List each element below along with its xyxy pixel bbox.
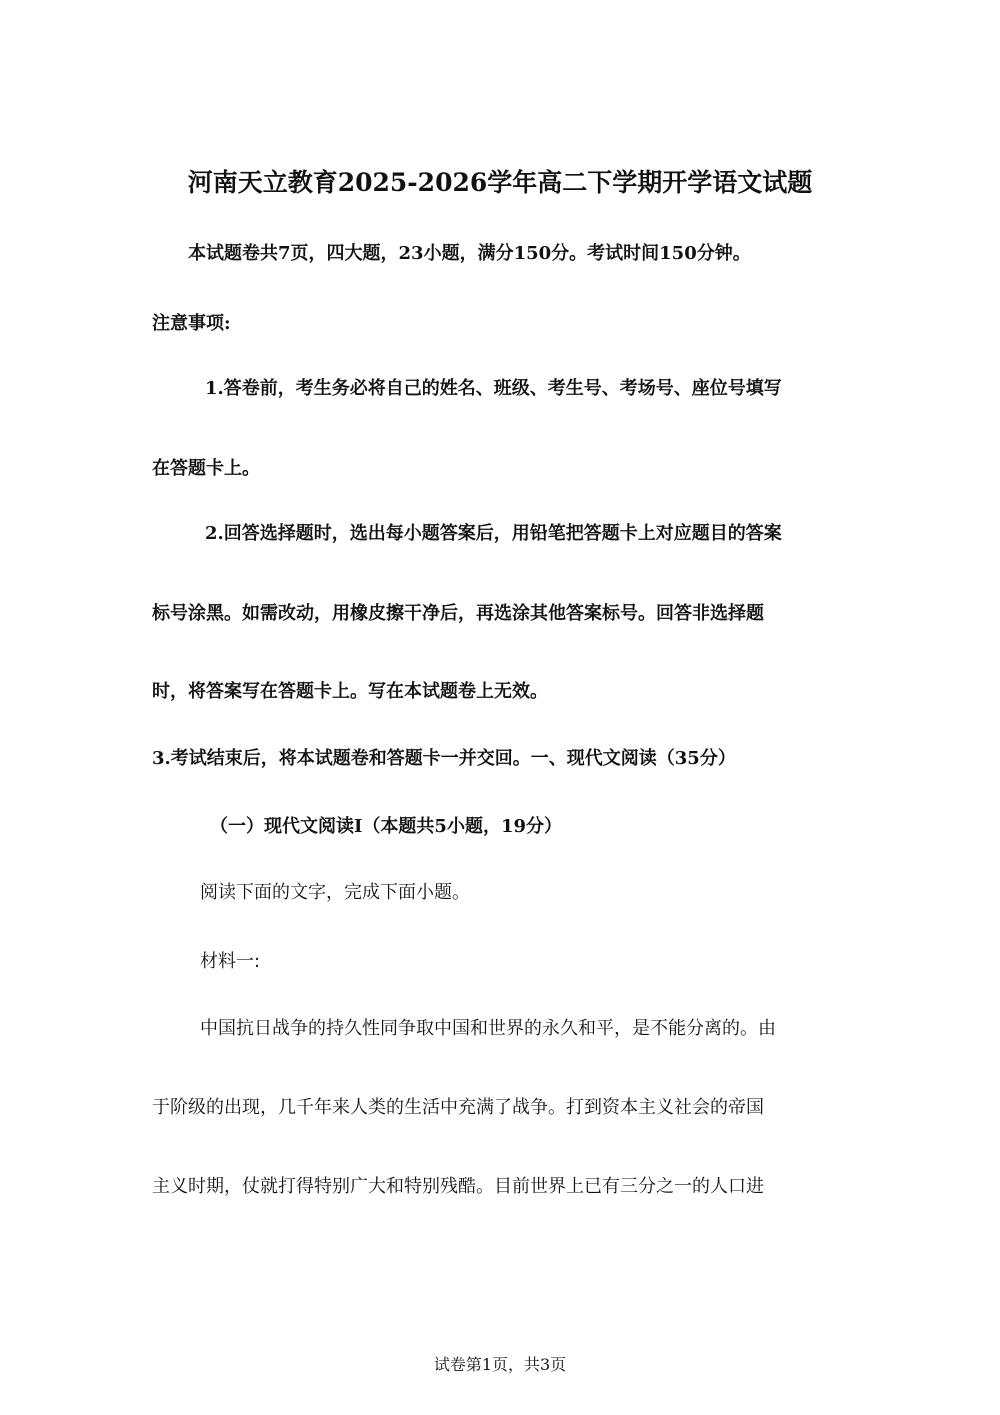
notice-item-1-line-1: 1.答卷前，考生务必将自己的姓名、班级、考生号、考场号、座位号填写 <box>205 378 782 399</box>
page-footer: 试卷第1页，共3页 <box>433 1355 567 1374</box>
passage-line-1: 中国抗日战争的持久性同争取中国和世界的永久和平，是不能分离的。由 <box>200 1018 776 1039</box>
material-label: 材料一: <box>200 951 261 972</box>
passage-line-2: 于阶级的出现，几千年来人类的生活中充满了战争。打到资本主义社会的帝国 <box>152 1097 764 1118</box>
passage-line-3: 主义时期，仗就打得特别广大和特别残酷。目前世界上已有三分之一的人口进 <box>152 1176 764 1197</box>
notice-item-3-and-section-heading: 3.考试结束后，将本试题卷和答题卡一并交回。一、现代文阅读（35分） <box>152 748 736 769</box>
notice-item-2-line-2: 标号涂黑。如需改动，用橡皮擦干净后，再选涂其他答案标号。回答非选择题 <box>152 603 764 624</box>
notice-heading: 注意事项: <box>152 313 231 334</box>
subsection-heading: （一）现代文阅读Ⅰ（本题共5小题，19分） <box>210 816 562 837</box>
document-title: 河南天立教育2025-2026学年高二下学期开学语文试题 <box>187 168 813 197</box>
reading-instruction: 阅读下面的文字，完成下面小题。 <box>200 882 470 903</box>
exam-intro: 本试题卷共7页，四大题，23小题，满分150分。考试时间150分钟。 <box>188 243 751 264</box>
notice-item-2-line-3: 时，将答案写在答题卡上。写在本试题卷上无效。 <box>152 681 548 702</box>
notice-item-2-line-1: 2.回答选择题时，选出每小题答案后，用铅笔把答题卡上对应题目的答案 <box>205 523 782 544</box>
notice-item-1-line-2: 在答题卡上。 <box>152 458 260 479</box>
